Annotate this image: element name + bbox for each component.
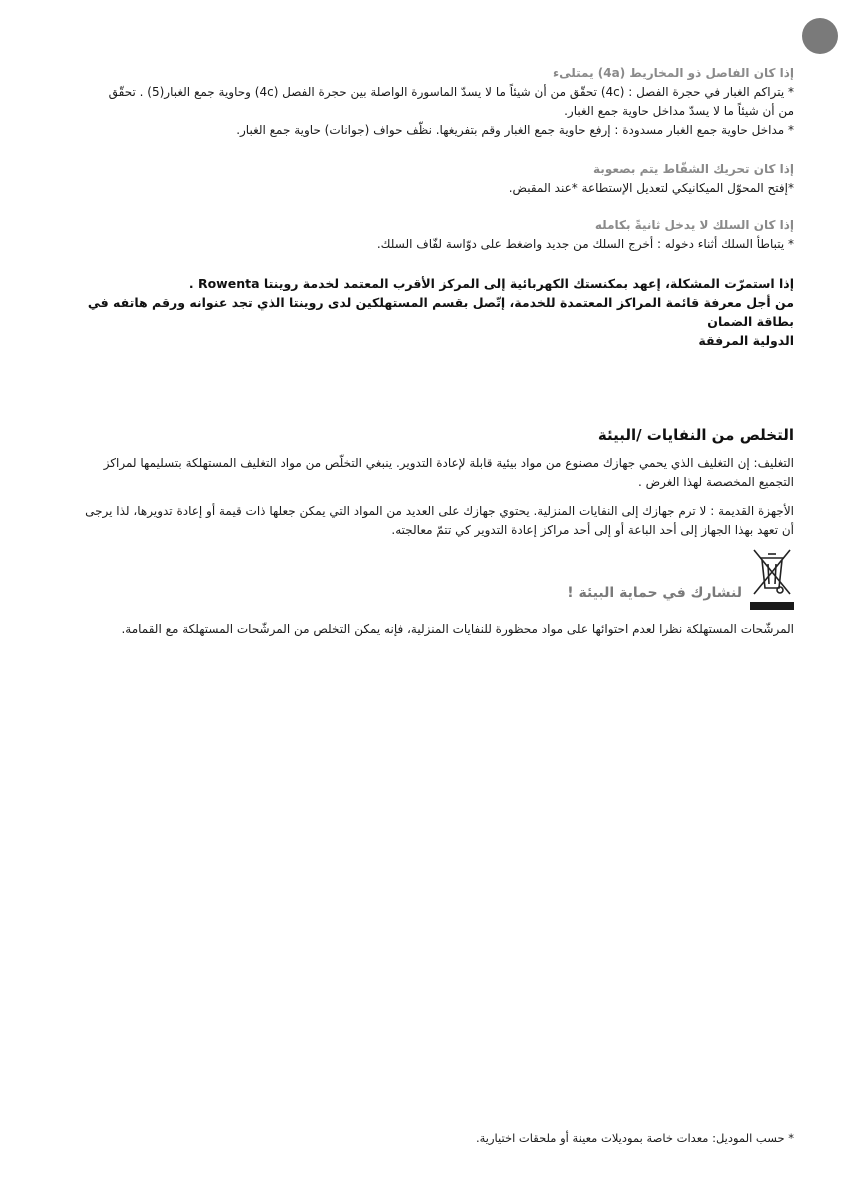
footnote: * حسب الموديل: معدات خاصة بموديلات معينة أو ملحقات اختيارية.	[475, 1131, 794, 1145]
cord-line-1: * يتباطأ السلك أثناء دخوله : أخرج السلك من جديد واضغط على دوّاسة لفّاف السلك.	[376, 237, 794, 251]
disposal-title: التخلص من النفايات /البيئة	[597, 426, 794, 444]
disposal-section	[72, 426, 794, 540]
cone-full-line-3: * مداخل حاوية جمع الغبار مسدودة : إرفع حاوية جمع الغبار وقم بتفريغها. نظّف حواف (جوانات) حاوية جمع الغبار.	[236, 123, 794, 137]
service-line-2: من أجل معرفة قائمة المراكز المعتمدة للخدمة، إتّصل بقسم المستهلكين لدى روينتا الذي تجد عنوانه ورقم هاتفه في بطاقة الضمان	[87, 295, 794, 329]
service-line-1: إذا استمرّت المشكلة، إعهد بمكنستك الكهربائية إلى المركز الأقرب المعتمد لخدمة روينتا Rowenta .	[188, 276, 794, 291]
hard-to-move-section	[72, 162, 794, 198]
hard-to-move-line-1: *إفتح المحوّل الميكانيكي لتعديل الإستطاعة *عند المقبض.	[508, 181, 794, 195]
service-line-3: الدولية المرفقة	[698, 333, 794, 348]
cord-section	[72, 218, 794, 254]
eco-title: لنشارك في حماية البيئة !	[567, 585, 742, 601]
cord-heading: إذا كان السلك لا يدخل ثانيةً بكامله	[594, 218, 794, 232]
cone-full-line-2: من أن شيئاً ما لا يسدّ مداخل حاوية جمع الغبار.	[564, 104, 794, 118]
old-appliances-text: الأجهزة القديمة : لا ترم جهازك إلى النفايات المنزلية. يحتوي جهازك على العديد من المواد التي يمكن جعلها ذات قيمة أو إعادة تدويرها، لذا يرجى أن تعهد بهذا الجهاز إلى أحد الباعة أو إلى أحد مراكز إعادة التدوير كي تتمّ معالجته.	[85, 504, 794, 537]
filters-section	[72, 620, 794, 639]
hard-to-move-heading: إذا كان تحريك الشفّاط يتم بصعوبة	[593, 162, 794, 176]
packaging-text: التغليف: إن التغليف الذي يحمي جهازك مصنوع من مواد بيئية قابلة لإعادة التدوير. ينبغي التخلّص من مواد التغليف المستهلكة بتسليمها لمراكز التجميع المخصصة لهذا الغرض .	[103, 456, 794, 489]
filters-text: المرشّحات المستهلكة نظرا لعدم احتوائها على مواد محظورة للنفايات المنزلية، فإنه يمكن التخلص من المرشّحات المستهلكة مع القمامة.	[121, 622, 794, 636]
cone-full-heading: إذا كان الفاصل ذو المخاريط (4a) يمتلىء	[552, 66, 794, 80]
service-section	[72, 274, 794, 350]
cone-full-section	[72, 66, 794, 140]
crossed-bin-icon	[750, 546, 794, 612]
cone-full-line-1: * يتراكم الغبار في حجرة الفصل : (4c) تحقّق من أن شيئاً ما لا يسدّ الماسورة الواصلة بين حجرة الفصل (4c) وحاوية جمع الغبار(5) . تحقّق	[108, 85, 794, 99]
page-marker-icon	[802, 18, 838, 54]
